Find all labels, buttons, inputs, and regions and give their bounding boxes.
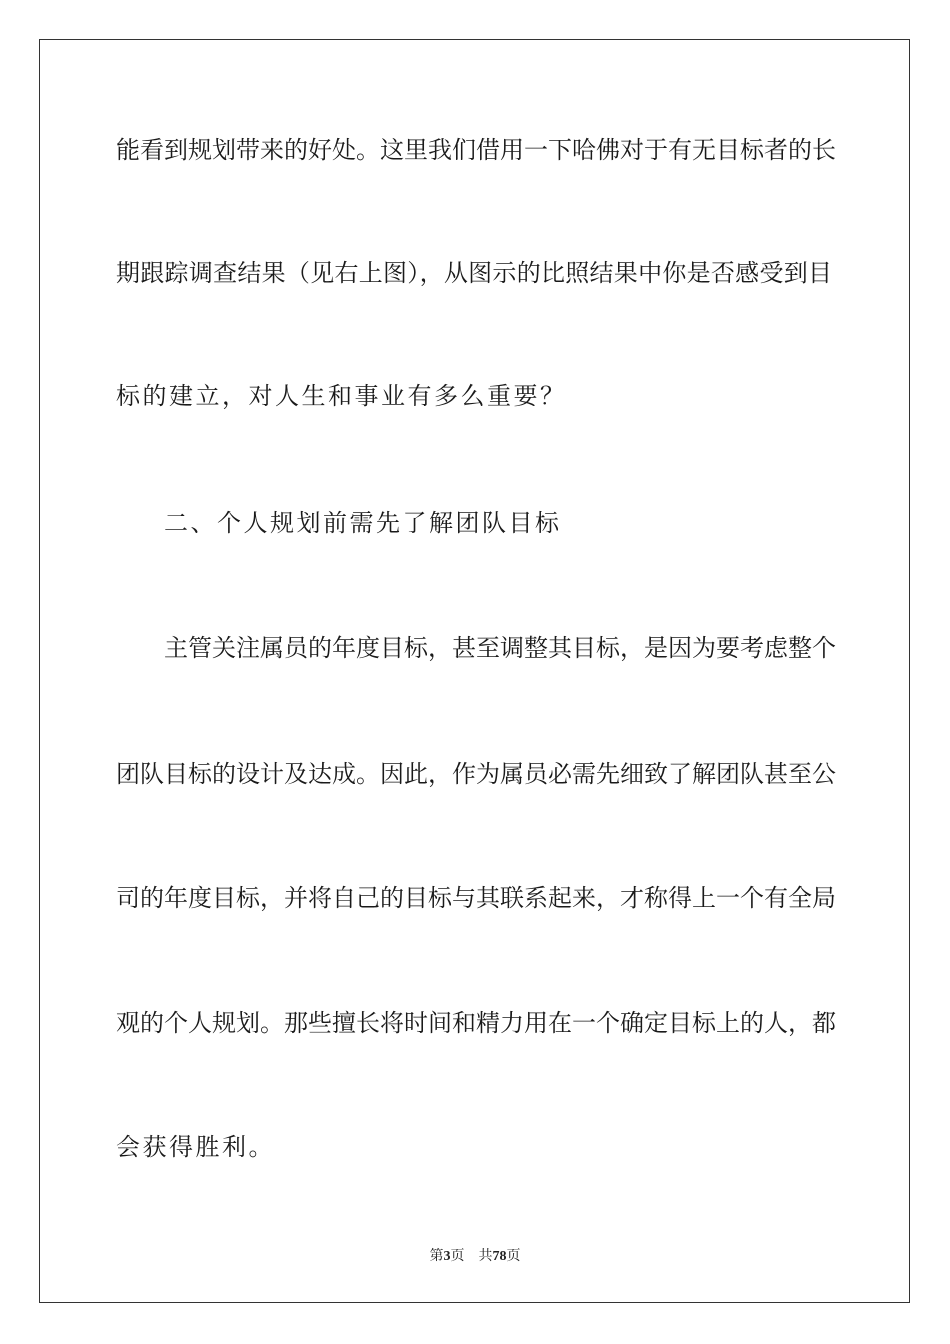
page-suffix: 页 [450, 1248, 465, 1264]
text-line: 会获得胜利。 [116, 1133, 275, 1161]
section-heading: 二、个人规划前需先了解团队目标 [164, 509, 562, 537]
text-line: 主管关注属员的年度目标，甚至调整其目标，是因为要考虑整个 [164, 634, 836, 662]
text-line: 期跟踪调查结果（见右上图），从图示的比照结果中你是否感受到目 [116, 259, 832, 287]
text-line: 标的建立，对人生和事业有多么重要？ [116, 382, 567, 410]
page-number: 3 [443, 1249, 451, 1264]
text-line: 能看到规划带来的好处。这里我们借用一下哈佛对于有无目标者的长 [116, 136, 836, 164]
total-prefix: 共 [478, 1248, 493, 1264]
page-prefix: 第 [429, 1248, 444, 1264]
text-line: 观的个人规划。那些擅长将时间和精力用在一个确定目标上的人，都 [116, 1009, 836, 1037]
text-line: 团队目标的设计及达成。因此，作为属员必需先细致了解团队甚至公 [116, 760, 836, 788]
page-footer [0, 1247, 950, 1266]
total-suffix: 页 [506, 1248, 521, 1264]
page-border [39, 39, 910, 1303]
total-pages: 78 [492, 1249, 507, 1264]
text-line: 司的年度目标，并将自己的目标与其联系起来，才称得上一个有全局 [116, 884, 836, 912]
